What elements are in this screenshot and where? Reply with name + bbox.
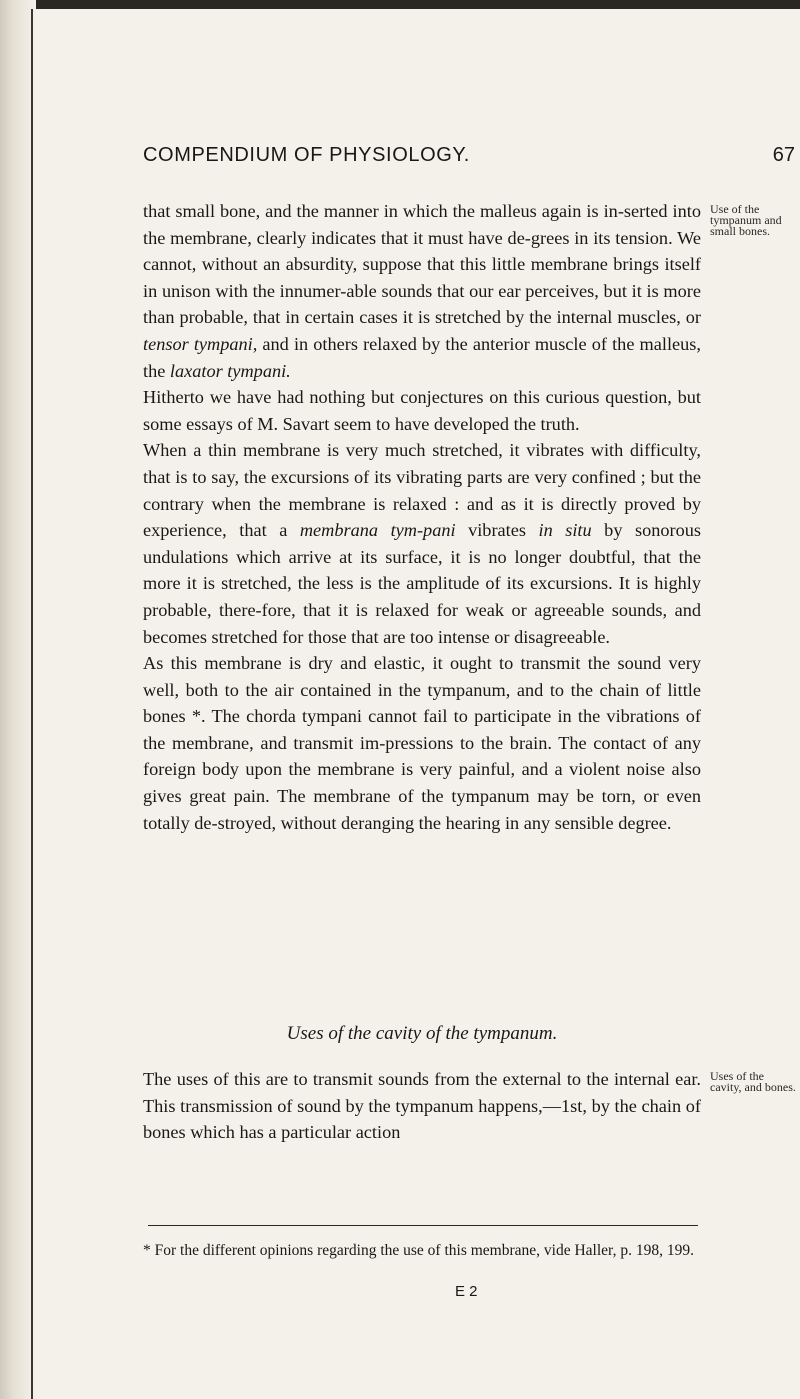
paragraph-3-a: When a thin membrane is very much stretched, it vibrates with difficulty, that is to say, the excursions of its vibrating parts are very confined ; but the contrary when the membrane is relaxed : and as it is directly proved by experience, that a xyxy=(143,440,701,541)
paragraph-5: The uses of this are to transmit sounds from the external to the internal ear. This transmission of sound by the tympanum happens,—1st, by the chain of bones which has a particular action xyxy=(143,1069,701,1143)
term-membrana-tympani: membrana tym-pani xyxy=(299,520,456,541)
footnote: * For the different opinions regarding the use of this membrane, vide Haller, p. 198, 199. xyxy=(143,1242,694,1259)
section-text xyxy=(143,1066,701,1146)
running-head xyxy=(143,144,795,170)
paragraph-1-text: that small bone, and the manner in which the malleus again is in-serted into the membrane, clearly indicates that it must have de-grees in its tension. We cannot, without an absurdity, suppose that this little membrane brings itself in unison with the innumer-able sounds that our ear perceives, but it is more than probable, that in certain cases it is stretched by the internal muscles, or xyxy=(143,201,701,328)
paragraph-3 xyxy=(143,437,701,650)
term-in-situ: in situ xyxy=(538,520,592,541)
binding-edge-line xyxy=(31,9,33,1399)
footnote-divider xyxy=(148,1225,698,1226)
paragraph-3-b: vibrates xyxy=(455,520,539,541)
paragraph-3-c: by sonorous undulations which arrive at its surface, it is no longer doubtful, that the more it is stretched, the less is the amplitude of its excursions. It is highly probable, there-fore, that it is relaxed for weak or agreeable sounds, and becomes stretched for those that are too intense or disagreeable. xyxy=(143,520,702,647)
paragraph-1-middle: and in others relaxed by the anterior muscle of the malleus, the xyxy=(143,333,701,381)
main-text xyxy=(143,198,701,836)
top-edge-bar xyxy=(0,0,800,9)
section-heading: Uses of the cavity of the tympanum. xyxy=(286,1023,558,1044)
term-laxator-tympani: laxator tympani. xyxy=(169,360,291,381)
page-number: 67 xyxy=(772,144,795,166)
margin-note-cavity-bones: Uses of the cavity, and bones. xyxy=(710,1069,796,1094)
running-head-title: COMPENDIUM OF PHYSIOLOGY. xyxy=(143,144,470,166)
paragraph-4: As this membrane is dry and elastic, it ought to transmit the sound very well, both to the air contained in the tympanum, and to the chain of little bones *. The chorda tympani cannot fail to participate in the vibrations of the membrane, and transmit im-pressions to the brain. The contact of any foreign body upon the membrane is very painful, and a violent noise also gives great pain. The membrane of the tympanum may be torn, or even totally de-stroyed, without deranging the hearing in any sensible degree. xyxy=(143,653,701,833)
signature-mark: E 2 xyxy=(455,1283,478,1300)
margin-note-tympanum-bones: Use of the tympanum and small bones. xyxy=(710,202,782,238)
paragraph-2: Hitherto we have had nothing but conjectures on this curious question, but some essays of M. Savart seem to have developed the truth. xyxy=(143,387,701,434)
paragraph-1 xyxy=(143,198,701,384)
term-tensor-tympani: tensor tympani, xyxy=(143,333,258,354)
